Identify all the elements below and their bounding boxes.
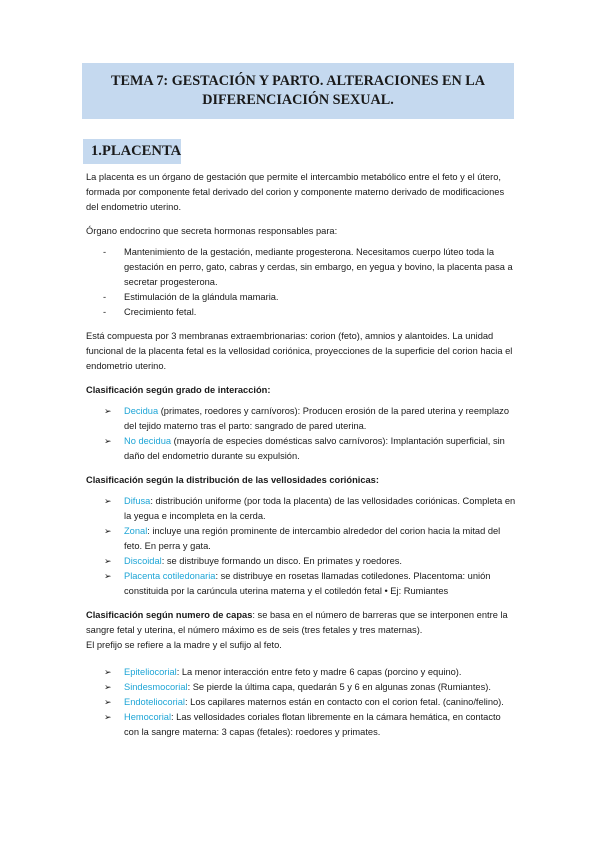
arrow-bullet-icon: ➢ [104,436,112,446]
list-item: ➢ Hemocorial: Las vellosidades coriales flotan libremente en la cámara hemática, en contacto con la sangre materna: 3 capas (fetales): roedores y primates. [104,712,501,737]
list-item: - Mantenimiento de la gestación, mediante progesterona. Necesitamos cuerpo lúteo toda la gestación en perro, gato, cabras y cerdas, sin embargo, en yegua y bovino, la placenta pasa a secretar progesterona. [103,247,513,287]
layers-list [86,665,518,740]
list-item: ➢ Discoidal: se distribuye formando un disco. En primates y roedores. [86,554,518,569]
list-item: ➢ Sindesmocorial: Se pierde la última capa, quedarán 5 y 6 en algunas zonas (Rumiantes). [86,680,518,695]
arrow-bullet-icon: ➢ [104,667,112,677]
distribution-heading: Clasificación según la distribución de las vellosidades coriónicas: [86,475,379,485]
title-banner [82,63,514,119]
arrow-bullet-icon: ➢ [104,556,112,566]
arrow-bullet-icon: ➢ [104,496,112,506]
distribution-list [86,494,518,599]
layers-note: El prefijo se refiere a la madre y el sufijo al feto. [86,640,282,650]
list-item: ➢ Decidua (primates, roedores y carnívoros): Producen erosión de la pared uterina y reemplazo del tejido materno tras el parto: sangrado de pared uterina. [104,406,509,431]
section-heading: 1.PLACENTA [91,143,182,159]
arrow-bullet-icon: ➢ [104,712,112,722]
layers-heading-paragraph: Clasificación según numero de capas: se basa en el número de barreras que se interponen entre la sangre fetal y uterina, el número máximo es de seis (tres fetales y tres maternas). [86,610,508,635]
list-item: - Crecimiento fetal. [103,307,197,317]
arrow-bullet-icon: ➢ [104,697,112,707]
list-item: - Estimulación de la glándula mamaria. [103,292,279,302]
list-item: ➢ No decidua (mayoría de especies domésticas salvo carnívoros): Implantación superficial, sin daño del endometrio durante su expulsión. [104,436,505,461]
arrow-bullet-icon: ➢ [104,682,112,692]
membranes-paragraph: Está compuesta por 3 membranas extraembrionarias: corion (feto), amnios y alantoides. La unidad funcional de la placenta fetal es la vellosidad coriónica, proyecciones de la superficie del corion hacia el endometrio uterino. [86,331,513,371]
section-heading-box [83,139,181,164]
title-line-1: TEMA 7: GESTACIÓN Y PARTO. ALTERACIONES EN LA [111,73,485,89]
title-line-2: DIFERENCIACIÓN SEXUAL. [202,92,394,108]
arrow-bullet-icon: ➢ [104,571,112,581]
body-content [86,170,518,740]
list-item: ➢ Epiteliocorial: La menor interacción entre feto y madre 6 capas (porcino y equino). [86,665,518,680]
endocrine-list [86,245,518,320]
interaction-list [86,404,518,464]
intro-paragraph: La placenta es un órgano de gestación que permite el intercambio metabólico entre el feto y el útero, formada por componente fetal derivado del corion y componente materno derivado de modificaciones del endometrio uterino. [86,172,505,212]
endocrine-lead: Órgano endocrino que secreta hormonas responsables para: [86,226,338,236]
arrow-bullet-icon: ➢ [104,526,112,536]
list-item: ➢ Zonal: incluye una región prominente de intercambio alrededor del corion hacia la mitad del feto. En perra y gata. [104,526,501,551]
list-item: ➢ Placenta cotiledonaria: se distribuye en rosetas llamadas cotiledones. Placentoma: unión constituida por la carúncula uterina materna y el cotiledón fetal • Ej: Rumiantes [104,571,491,596]
arrow-bullet-icon: ➢ [104,406,112,416]
interaction-heading: Clasificación según grado de interacción: [86,385,271,395]
list-item: ➢ Difusa: distribución uniforme (por toda la placenta) de las vellosidades coriónicas. Completa en la yegua e incompleta en la cerda. [104,496,516,521]
list-item: ➢ Endoteliocorial: Los capilares maternos están en contacto con el corion fetal. (canino/felino). [86,695,518,710]
